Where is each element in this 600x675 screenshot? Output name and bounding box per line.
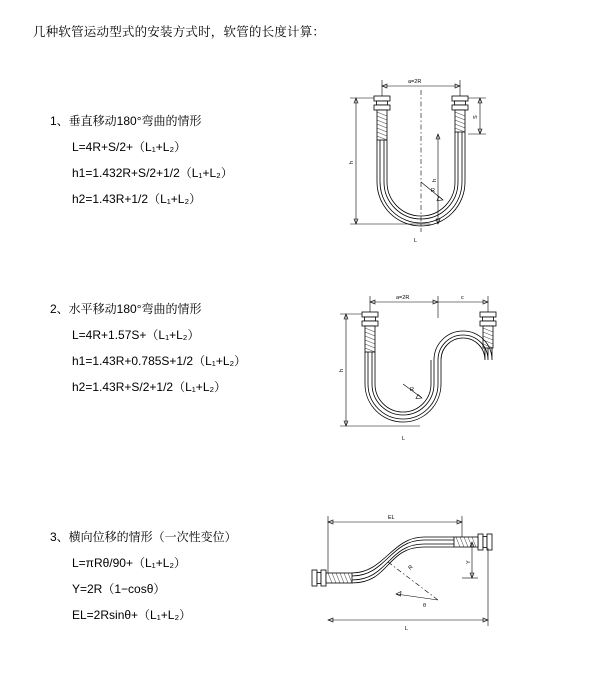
case-1-mid-vertical-label: h [432,178,438,182]
case-1-top-dim-label: a=2R [408,79,422,85]
case-2-formula-3: h2=1.43R+S/2+1/2（L₁+L₂） [72,380,227,394]
case-1-title: 1、垂直移动180°弯曲的情形 [50,114,202,128]
case-3-diagram [292,508,512,638]
case-2-top-dim-left-label: a=2R [396,295,410,301]
case-2-radius-label: R [410,387,414,393]
case-3-bottom-label: L [405,626,409,632]
case-2-left-vertical-label: h [339,368,345,372]
case-3-radius-label: R [407,564,415,572]
case-3-title: 3、横向位移的情形（一次性变位） [50,530,237,544]
case-1-bottom-label: L [414,238,418,244]
case-2-title: 2、水平移动180°弯曲的情形 [50,302,202,316]
case-3-top-dim-label: EL [388,515,395,521]
case-3-text-block [50,528,237,632]
page-title: 几种软管运动型式的安装方式时，软管的长度计算： [33,25,326,39]
case-3-formula-1: L=πRθ/90+（L₁+L₂） [72,556,187,570]
case-2-text-block [50,300,246,404]
case-1-diagram [310,72,510,262]
case-3-right-vertical-label: Y [466,560,472,564]
case-1-text-block [50,112,233,216]
case-2-top-dim-right-label: c [461,295,464,301]
case-3-angle-label: θ [423,603,427,609]
case-1-formula-3: h2=1.43R+1/2（L₁+L₂） [72,192,202,206]
case-2-bottom-label: L [402,436,406,442]
case-1-formula-1: L=4R+S/2+（L₁+L₂） [72,140,187,154]
case-1-formula-2: h1=1.432R+S/2+1/2（L₁+L₂） [72,166,233,180]
case-1-radius-label: R [431,188,435,194]
case-1-right-vertical-label: S [473,115,479,119]
case-3-formula-2: Y=2R（1−cosθ） [72,582,166,596]
case-2-formula-2: h1=1.43R+0.785S+1/2（L₁+L₂） [72,354,247,368]
case-3-formula-3: EL=2Rsinθ+（L₁+L₂） [72,608,192,622]
case-1-left-vertical-label: h [349,160,355,164]
case-2-formula-1: L=4R+1.57S+（L₁+L₂） [72,328,200,342]
case-2-diagram [310,288,510,448]
